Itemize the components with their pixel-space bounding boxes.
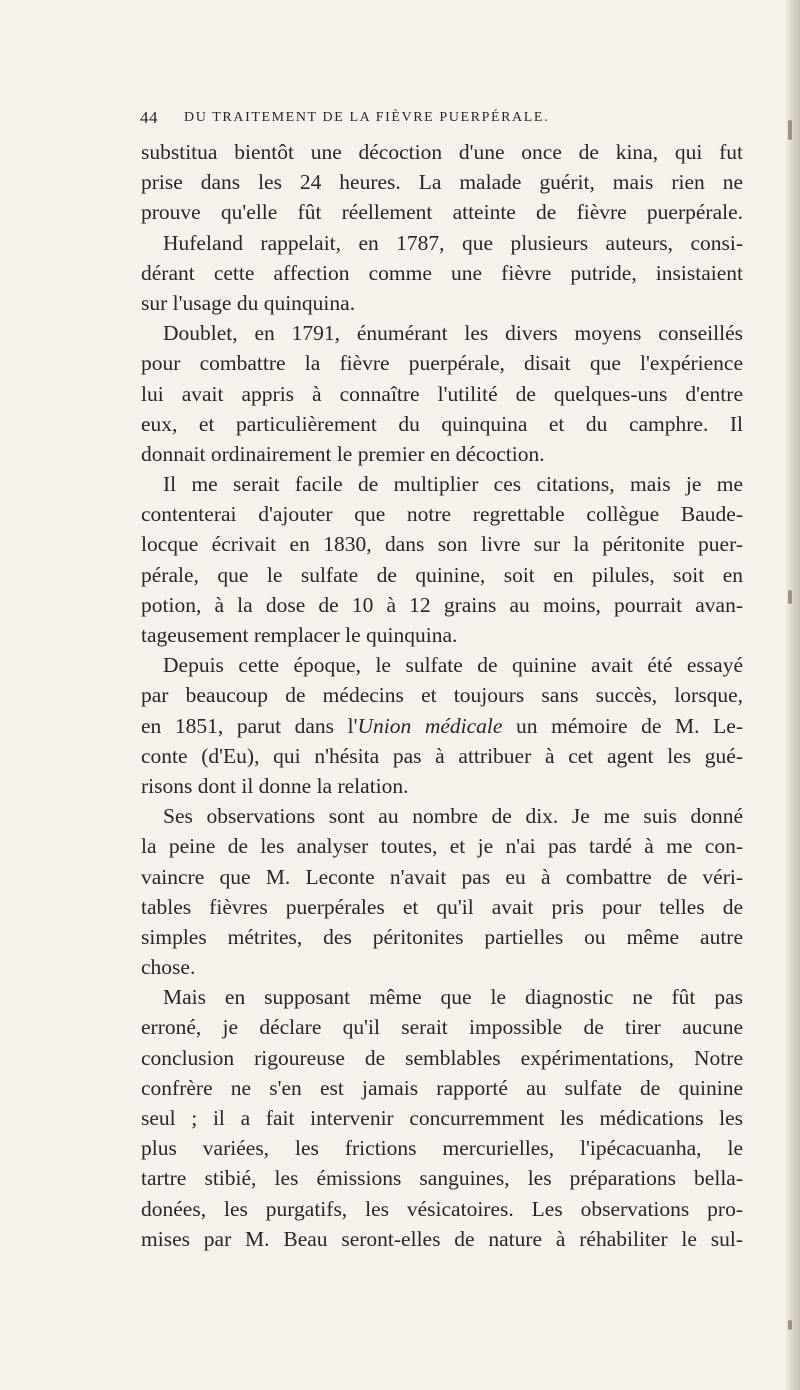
edge-mark (788, 120, 792, 140)
text-line: potion, à la dose de 10 à 12 grains au moins, pourrait avan- (141, 592, 743, 617)
text-line: Ses observations sont au nombre de dix. Je me suis donné (163, 804, 743, 829)
text-line: pour combattre la fièvre puerpérale, disait que l'expérience (141, 351, 743, 376)
text-line: conclusion rigoureuse de semblables expérimentations, Notre (141, 1045, 743, 1070)
text-line: confrère ne s'en est jamais rapporté au sulfate de quinine (141, 1075, 743, 1100)
text-line: Depuis cette époque, le sulfate de quinine avait été essayé (163, 653, 743, 678)
text-line: substitua bientôt une décoction d'une once de kina, qui fut (141, 140, 743, 164)
text-line: prise dans les 24 heures. La malade guérit, mais rien ne (141, 170, 743, 195)
text-line: contenterai d'ajouter que notre regrettable collègue Baude- (141, 502, 743, 527)
text-line-with-citation (141, 711, 743, 741)
text-line: tageusement remplacer le quinquina. (141, 623, 458, 647)
text-line: chose. (141, 955, 196, 980)
text-line: eux, et particulièrement du quinquina et du camphre. Il (141, 411, 743, 436)
text-line: sur l'usage du quinquina. (141, 290, 356, 315)
text-line: seul ; il a fait intervenir concurremment les médications les (141, 1106, 743, 1130)
text-fragment: en 1851, parut dans l' (141, 713, 358, 738)
text-line: risons dont il donne la relation. (141, 773, 409, 798)
text-line: locque écrivait en 1830, dans son livre sur la péritonite puer- (141, 532, 743, 557)
text-line: dérant cette affection comme une fièvre putride, insistaient (141, 260, 743, 285)
text-line: donées, les purgatifs, les vésicatoires. Les observations pro- (141, 1196, 743, 1221)
text-line: prouve qu'elle fût réellement atteinte de fièvre puerpérale. (141, 200, 743, 225)
text-line: erroné, je déclare qu'il serait impossible de tirer aucune (141, 1015, 743, 1040)
text-line: Mais en supposant même que le diagnostic ne fût pas (163, 985, 743, 1010)
edge-mark (788, 1320, 792, 1330)
text-line: la peine de les analyser toutes, et je n'ai pas tardé à me con- (141, 834, 743, 859)
text-line: simples métrites, des péritonites partielles ou même autre (141, 924, 743, 949)
page-header (140, 108, 740, 130)
text-line: conte (d'Eu), qui n'hésita pas à attribuer à cet agent les gué- (141, 743, 743, 768)
text-line: lui avait appris à connaître l'utilité de quelques-uns d'entre (141, 381, 743, 406)
text-line: Hufeland rappelait, en 1787, que plusieurs auteurs, consi- (163, 230, 743, 255)
text-line: vaincre que M. Leconte n'avait pas eu à combattre de véri- (141, 864, 743, 889)
page-number: 44 (140, 108, 158, 127)
text-line: Il me serait facile de multiplier ces citations, mais je me (163, 472, 743, 497)
text-line: tartre stibié, les émissions sanguines, les préparations bella- (141, 1166, 743, 1191)
text-line: par beaucoup de médecins et toujours sans succès, lorsque, (141, 683, 743, 708)
text-line: donnait ordinairement le premier en décoction. (141, 441, 545, 466)
edge-mark (788, 590, 792, 604)
running-title: DU TRAITEMENT DE LA FIÈVRE PUERPÉRALE. (184, 110, 550, 125)
text-line: Doublet, en 1791, énumérant les divers moyens conseillés (163, 321, 743, 346)
text-line: mises par M. Beau seront-elles de nature à réhabiliter le sul- (141, 1226, 743, 1251)
text-line: plus variées, les frictions mercurielles, l'ipécacuanha, le (141, 1136, 743, 1161)
body-text (141, 137, 743, 1254)
text-fragment: un mémoire de M. Le- (502, 713, 743, 738)
text-line: pérale, que le sulfate de quinine, soit en pilules, soit en (141, 562, 743, 587)
text-line: tables fièvres puerpérales et qu'il avait pris pour telles de (141, 894, 743, 919)
journal-title: Union médicale (357, 713, 503, 738)
page-edge-shadow (786, 0, 800, 1390)
